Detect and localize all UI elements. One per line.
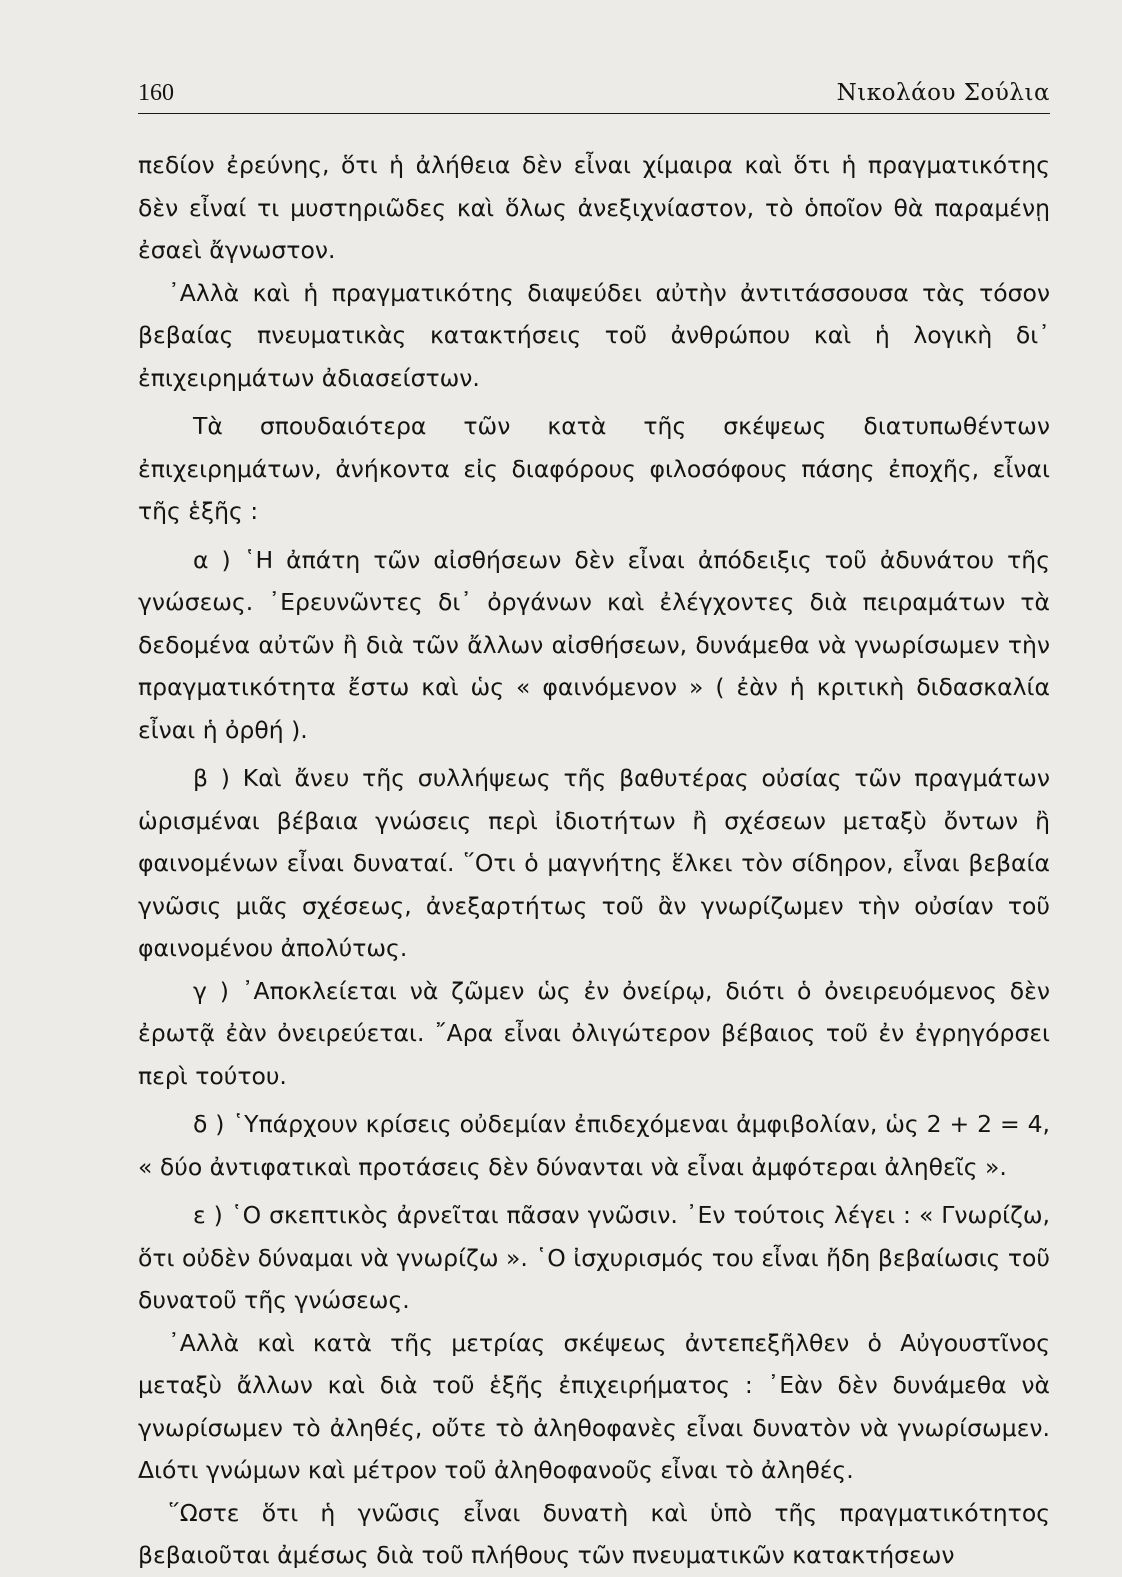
list-item-b: β ) Καὶ ἄνευ τῆς συλλήψεως τῆς βαθυτέρας οὐσίας τῶν πραγμάτων ὡρισμέναι βέβαια γνώσεις περὶ ἰδιοτήτων ἢ σχέσεων μεταξὺ ὄντων ἢ φαινομένων εἶναι δυναταί. ῞Οτι ὁ μαγνήτης ἕλκει τὸν σίδηρον, εἶναι βεβαία γνῶσις μιᾶς σχέσεως, ἀνεξαρτήτως τοῦ ἂν γνωρίζωμεν τὴν οὐσίαν τοῦ φαινομένου ἀπολύτως. [138, 764, 1050, 962]
paragraph: Τὰ σπουδαιότερα τῶν κατὰ τῆς σκέψεως διατυπωθέντων ἐπιχειρημάτων, ἀνήκοντα εἰς διαφόρους φιλοσόφους πάσης ἐποχῆς, εἶναι τῆς ἑξῆς : [138, 412, 1050, 525]
list-item-a: α ) ῾Η ἀπάτη τῶν αἰσθήσεων δὲν εἶναι ἀπόδειξις τοῦ ἀδυνάτου τῆς γνώσεως. ᾽Ερευνῶντες δι᾽ ὀργάνων καὶ ἐλέγχοντες διὰ πειραμάτων τὰ δεδομένα αὐτῶν ἢ διὰ τῶν ἄλλων αἰσθήσεων, δυνάμεθα νὰ γνωρίσωμεν τὴν πραγματικότητα ἔστω καὶ ὡς « φαινόμενον » ( ἐὰν ἡ κριτικὴ διδασκαλία εἶναι ἡ ὀρθή ). [138, 545, 1050, 744]
page-number: 160 [138, 80, 174, 106]
book-page [138, 80, 1050, 1577]
list-item-c: γ ) ᾽Αποκλείεται νὰ ζῶμεν ὡς ἐν ὀνείρῳ, διότι ὁ ὀνειρευόμενος δὲν ἐρωτᾷ ἐὰν ὀνειρεύεται. ῎Αρα εἶναι ὀλιγώτερον βέβαιος τοῦ ἐν ἐγρηγόρσει περὶ τούτου. [138, 976, 1050, 1090]
page-body [138, 144, 1050, 1577]
paragraph: ᾽Αλλὰ καὶ κατὰ τῆς μετρίας σκέψεως ἀντεπεξῆλθεν ὁ Αὐγουστῖνος μεταξὺ ἄλλων καὶ διὰ τοῦ ἑξῆς ἐπιχειρήματος : ᾽Εὰν δὲν δυνάμεθα νὰ γνωρίσωμεν τὸ ἀληθές, οὔτε τὸ ἀληθοφανὲς εἶναι δυνατὸν νὰ γνωρίσωμεν. Διότι γνώμων καὶ μέτρον τοῦ ἀληθοφανοῦς εἶναι τὸ ἀληθές. [138, 1328, 1050, 1484]
list-item-d: δ ) ῾Υπάρχουν κρίσεις οὐδεμίαν ἐπιδεχόμεναι ἀμφιβολίαν, ὡς 2 + 2 = 4, « δύο ἀντιφατικαὶ προτάσεις δὲν δύνανται νὰ εἶναι ἀμφότεραι ἀληθεῖς ». [138, 1110, 1050, 1181]
paragraph-continued: πεδίον ἐρεύνης, ὅτι ἡ ἀλήθεια δὲν εἶναι χίμαιρα καὶ ὅτι ἡ πραγματικότης δὲν εἶναί τι μυστηριῶδες καὶ ὅλως ἀνεξιχνίαστον, τὸ ὁποῖον θὰ παραμένῃ ἐσαεὶ ἄγνωστον. [138, 151, 1050, 264]
running-header [138, 80, 1050, 114]
running-head-author: Νικολάου Σούλια [836, 80, 1050, 106]
paragraph: ᾽Αλλὰ καὶ ἡ πραγματικότης διαψεύδει αὐτὴν ἀντιτάσσουσα τὰς τόσον βεβαίας πνευματικὰς κατακτήσεις τοῦ ἀνθρώπου καὶ ἡ λογικὴ δι᾽ ἐπιχειρημάτων ἀδιασείστων. [138, 278, 1050, 392]
list-item-e: ε ) ῾Ο σκεπτικὸς ἀρνεῖται πᾶσαν γνῶσιν. ᾽Εν τούτοις λέγει : « Γνωρίζω, ὅτι οὐδὲν δύναμαι νὰ γνωρίζω ». ῾Ο ἰσχυρισμός του εἶναι ἤδη βεβαίωσις τοῦ δυνατοῦ τῆς γνώσεως. [138, 1201, 1050, 1314]
paragraph: ῞Ωστε ὅτι ἡ γνῶσις εἶναι δυνατὴ καὶ ὑπὸ τῆς πραγματικότητος βεβαιοῦται ἀμέσως διὰ τοῦ πλήθους τῶν πνευματικῶν κατακτήσεων [138, 1498, 1050, 1569]
